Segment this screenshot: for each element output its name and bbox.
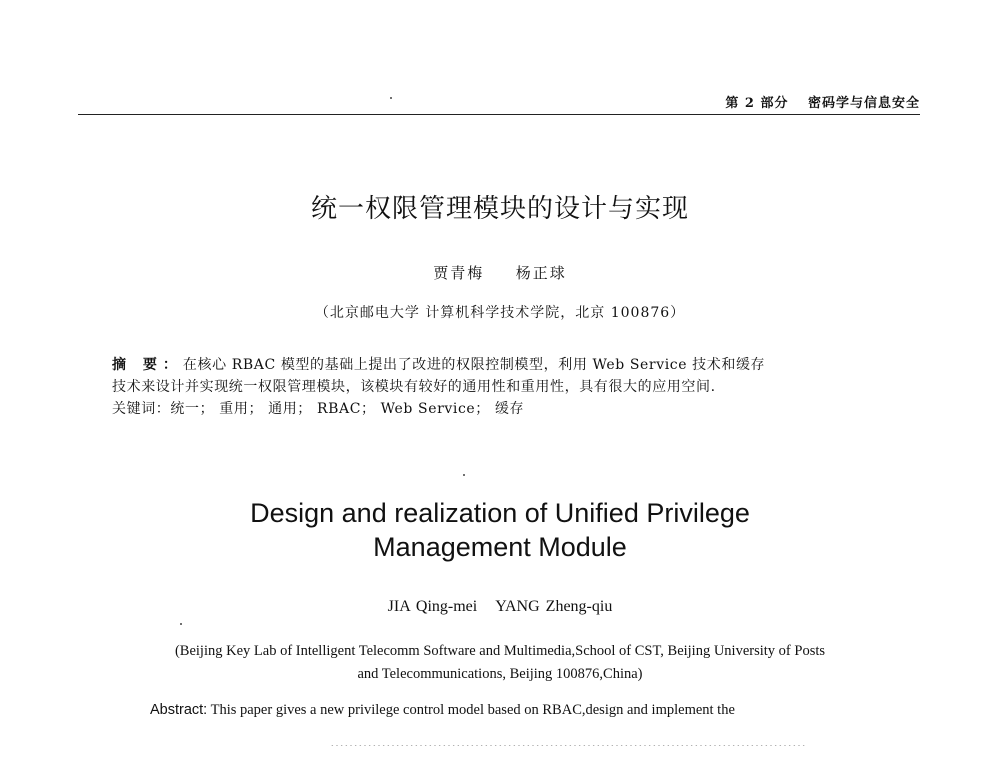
english-title-line-2: Management Module xyxy=(373,532,627,562)
english-authors xyxy=(0,598,1000,616)
chinese-abstract-line-1 xyxy=(112,354,912,376)
english-title xyxy=(0,496,1000,564)
chinese-author-1: 贾青梅 xyxy=(433,264,485,282)
chinese-keywords-text: 统一； 重用； 通用； RBAC； Web Service； 缓存 xyxy=(170,401,525,417)
header-part-number: 第 2 部分 xyxy=(725,96,789,111)
chinese-abstract-line-2: 技术来设计并实现统一权限管理模块，该模块有较好的通用性和重用性，具有很大的应用空间. xyxy=(112,379,716,395)
english-abstract xyxy=(150,702,930,719)
english-abstract-label: Abstract: xyxy=(150,702,208,718)
scan-speck xyxy=(390,97,392,99)
scan-speck xyxy=(180,623,182,625)
chinese-abstract xyxy=(112,354,912,420)
chinese-keywords-label: 关键词： xyxy=(112,401,171,417)
scan-speck xyxy=(463,474,465,476)
english-affiliation-line-1: (Beijing Key Lab of Intelligent Telecomm Software and Multimedia,School of CST, Beijing University of Posts xyxy=(174,643,826,659)
english-affiliation xyxy=(80,640,920,686)
header-rule xyxy=(78,114,920,115)
header-section-title: 密码学与信息安全 xyxy=(807,96,920,111)
chinese-authors xyxy=(0,262,1000,283)
english-title-line-1: Design and realization of Unified Privilege xyxy=(250,498,750,528)
english-author-1: JIA Qing-mei xyxy=(387,598,478,615)
chinese-affiliation: （北京邮电大学 计算机科学技术学院，北京 100876） xyxy=(314,305,686,321)
english-author-2: YANG Zheng-qiu xyxy=(495,598,613,615)
chinese-author-2: 杨正球 xyxy=(515,264,567,282)
running-header xyxy=(725,92,920,111)
chinese-abstract-label: 摘 要： xyxy=(112,357,183,373)
english-abstract-text: This paper gives a new privilege control model based on RBAC,design and implement the xyxy=(210,702,735,718)
english-affiliation-line-2: and Telecommunications, Beijing 100876,China) xyxy=(357,666,643,682)
cut-off-text-line: ………………………………………………………………………………………… xyxy=(330,736,806,746)
chinese-title: 统一权限管理模块的设计与实现 xyxy=(310,194,689,224)
chinese-keywords xyxy=(112,398,912,420)
chinese-abstract-text-1: 在核心 RBAC 模型的基础上提出了改进的权限控制模型，利用 Web Service 技术和缓存 xyxy=(182,357,766,373)
